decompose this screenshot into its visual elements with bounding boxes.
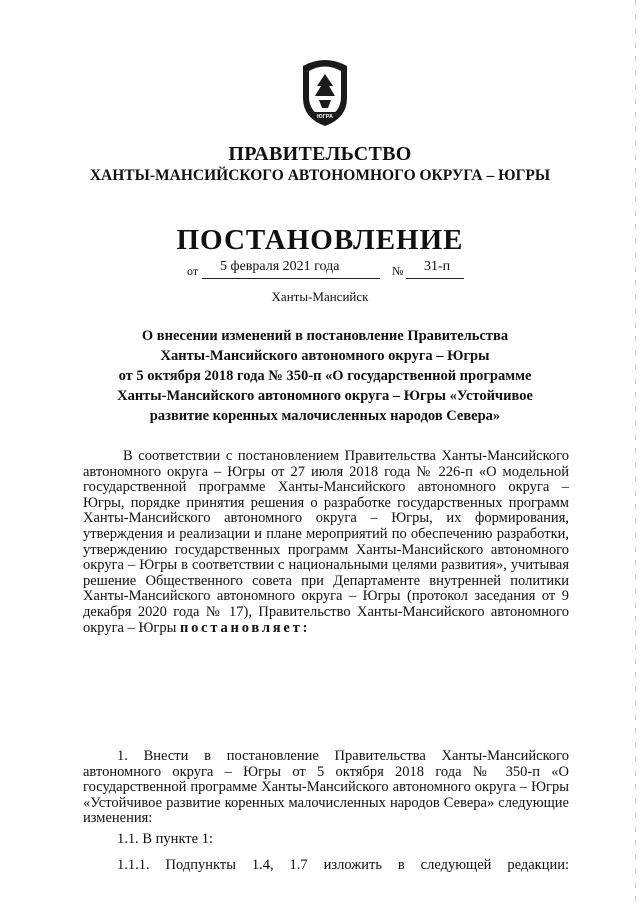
- emblem-text: ЮГРА: [317, 114, 333, 120]
- item-1-1-1: 1.1.1. Подпункты 1.4, 1.7 изложить в следующей редакции:: [117, 857, 569, 873]
- subject-line: О внесении изменений в постановление Правительства: [141, 328, 509, 344]
- coat-of-arms-icon: [295, 56, 355, 128]
- item-1-1: 1.1. В пункте 1:: [117, 831, 213, 847]
- subject-line: Ханты-Мансийского автономного округа – Югры: [160, 348, 490, 364]
- number-prefix: №: [392, 264, 404, 278]
- preamble-text: В соответствии с постановлением Правительства Ханты-Мансийского автономного округа – Югры от 27 июля 2018 года № 226-п «О модельной государственной программе Ханты-Мансийского автономного округа – Югры, порядке принятия решения о разработке государственных программ Ханты-Мансийского автономного округа – Югры, их формирования, утверждения и реализации и плане мероприятий по обеспечению разработки, утверждению государственных программ Ханты-Мансийского автономного округа – Югры в соответствии с национальными целями развития», учитывая решение Общественного совета при Департаменте внутренней политики Ханты-Мансийского автономного округа – Югры (протокол заседания от 9 декабря 2020 года № 17), Правительство Ханты-Мансийского автономного округа – Югры: [83, 448, 569, 636]
- document-date: 5 февраля 2021 года: [220, 259, 340, 274]
- subject-line: Ханты-Мансийского автономного округа – Югры «Устойчивое: [117, 388, 533, 404]
- decree-word: постановляет:: [179, 619, 311, 636]
- scan-edge-line: [635, 0, 636, 905]
- preamble-paragraph: [83, 449, 569, 636]
- document-subject: [90, 326, 560, 426]
- date-prefix: от: [187, 264, 199, 278]
- document-number: 31-п: [424, 259, 451, 274]
- item-1-paragraph: 1. Внести в постановление Правительства Ханты-Мансийского автономного округа – Югры от 5 октября 2018 года № 350-п «О государственной программе Ханты-Мансийского автономного округа – Югры «Устойчивое развитие коренных малочисленных народов Севера» следующие изменения:: [83, 748, 569, 827]
- government-subtitle: ХАНТЫ-МАНСИЙСКОГО АВТОНОМНОГО ОКРУГА – ЮГРЫ: [89, 167, 551, 184]
- subject-line: развитие коренных малочисленных народов Севера»: [149, 408, 501, 424]
- document-type: ПОСТАНОВЛЕНИЕ: [176, 224, 464, 256]
- subject-line: от 5 октября 2018 года № 350-п «О государственной программе: [118, 368, 532, 384]
- document-city: Ханты-Мансийск: [271, 289, 369, 304]
- date-underline: [202, 278, 380, 279]
- government-title: ПРАВИТЕЛЬСТВО: [228, 143, 412, 165]
- number-underline: [406, 278, 464, 279]
